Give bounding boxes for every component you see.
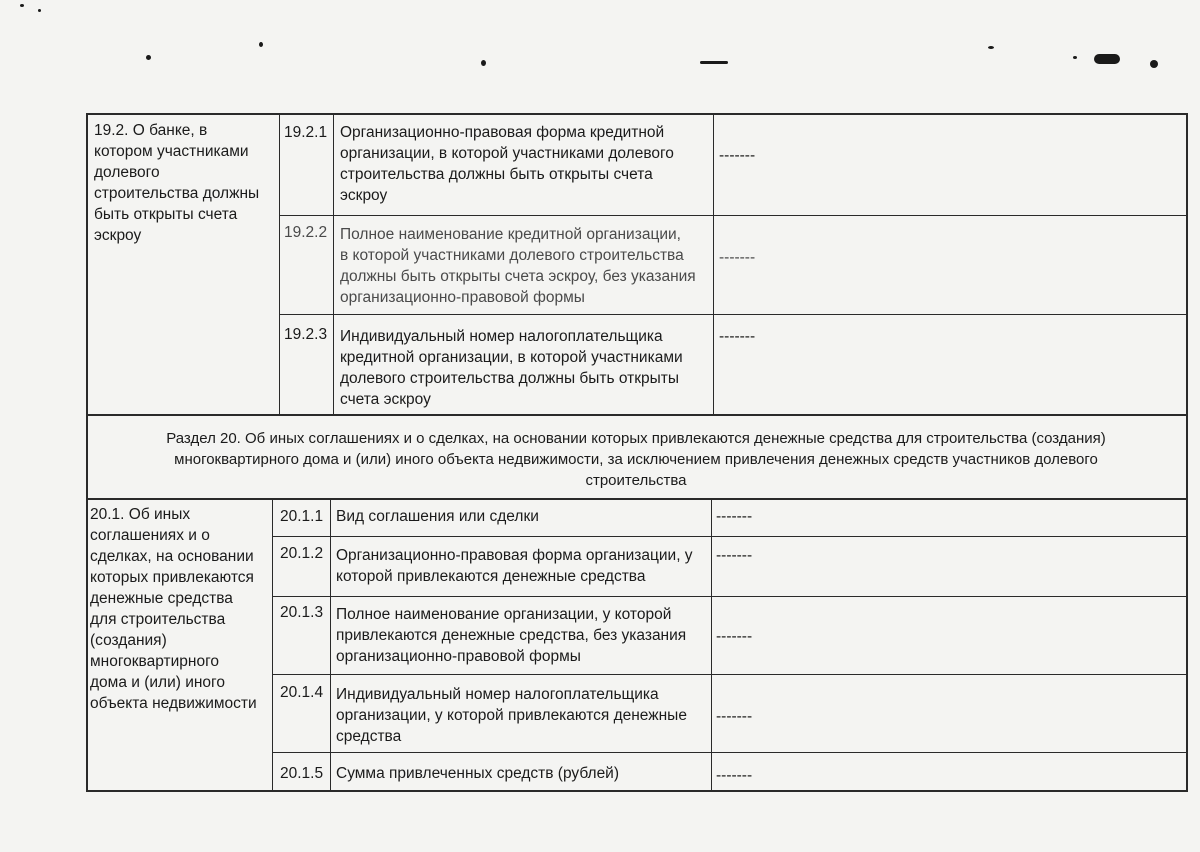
section-20-header: Раздел 20. Об иных соглашениях и о сделках, на основании которых привлекаются денежные средства для строительства (создания) многоквартирного дома и (или) иного объекта недвижимости, за исключением привлечения денежных средств участников долевого строительства (166, 430, 1106, 489)
row-description: Полное наименование кредитной организации, в которой участниками долевого строительства должны быть открыты счета эскроу, без указания организационно-правовой формы (340, 226, 696, 306)
section-20-1-label: 20.1. Об иных соглашениях и о сделках, на основании которых привлекаются денежные средства для строительства (создания) многоквартирного дома и (или) иного объекта недвижимости (90, 506, 257, 712)
row-description: Вид соглашения или сделки (336, 508, 539, 525)
row-value: ------- (716, 767, 753, 784)
row-value: ------- (719, 147, 756, 164)
scan-speck (988, 46, 994, 49)
row-description: Организационно-правовая форма организации, у которой привлекаются денежные средства (336, 547, 693, 585)
row-number: 19.2.3 (284, 326, 328, 343)
scan-speck (1150, 60, 1158, 68)
row-description: Полное наименование организации, у которой привлекаются денежные средства, без указания организационно-правовой формы (336, 606, 687, 665)
scan-speck (259, 42, 263, 47)
row-number: 20.1.2 (280, 545, 324, 562)
row-description: Индивидуальный номер налогоплательщика организации, у которой привлекаются денежные средства (336, 686, 687, 745)
row-number: 20.1.5 (280, 765, 324, 782)
scan-speck (1073, 56, 1077, 59)
row-description: Индивидуальный номер налогоплательщика кредитной организации, в которой участниками долевого строительства должны быть открыты счета эскроу (340, 328, 683, 408)
row-value: ------- (716, 547, 753, 564)
scan-speck (481, 60, 486, 66)
scan-speck (700, 61, 728, 64)
row-value: ------- (716, 708, 753, 725)
row-value: ------- (716, 628, 753, 645)
scan-speck (146, 55, 151, 60)
row-number: 19.2.1 (284, 124, 328, 141)
scan-speck (20, 4, 24, 7)
row-number: 20.1.1 (280, 508, 324, 525)
row-value: ------- (716, 508, 753, 525)
scan-speck (38, 9, 41, 12)
row-value: ------- (719, 328, 756, 345)
scan-speck (1094, 54, 1120, 64)
row-number: 20.1.4 (280, 684, 324, 701)
row-number: 20.1.3 (280, 604, 324, 621)
row-description: Организационно-правовая форма кредитной организации, в которой участниками долевого строительства должны быть открыты счета эскроу (340, 124, 674, 204)
row-description: Сумма привлеченных средств (рублей) (336, 765, 620, 782)
row-value: ------- (719, 249, 756, 266)
section-19-2-label: 19.2. О банке, в котором участниками долевого строительства должны быть открыты счета эскроу (94, 122, 260, 244)
row-number: 19.2.2 (284, 224, 328, 241)
